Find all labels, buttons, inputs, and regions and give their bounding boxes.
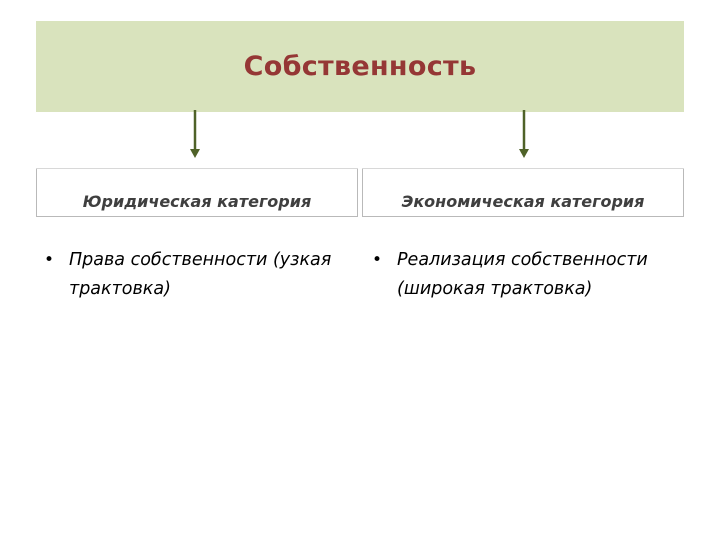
arrow-down-icon	[189, 110, 201, 160]
bullet-icon: •	[44, 250, 55, 270]
category-box-economic	[362, 168, 684, 217]
arrow-down-icon	[518, 110, 530, 160]
bullet-text-economic: Реализация собственности (широкая трактовка)	[397, 250, 648, 299]
bullet-item-economic	[372, 246, 684, 304]
category-box-legal	[36, 168, 358, 217]
bullet-text-legal: Права собственности (узкая трактовка)	[69, 250, 332, 299]
diagram-title: Собственность	[243, 51, 477, 82]
category-label-economic: Экономическая категория	[401, 192, 645, 211]
category-label-legal: Юридическая категория	[82, 192, 312, 211]
title-box	[36, 21, 684, 112]
bullet-icon: •	[372, 250, 383, 270]
bullet-item-legal	[44, 246, 334, 304]
